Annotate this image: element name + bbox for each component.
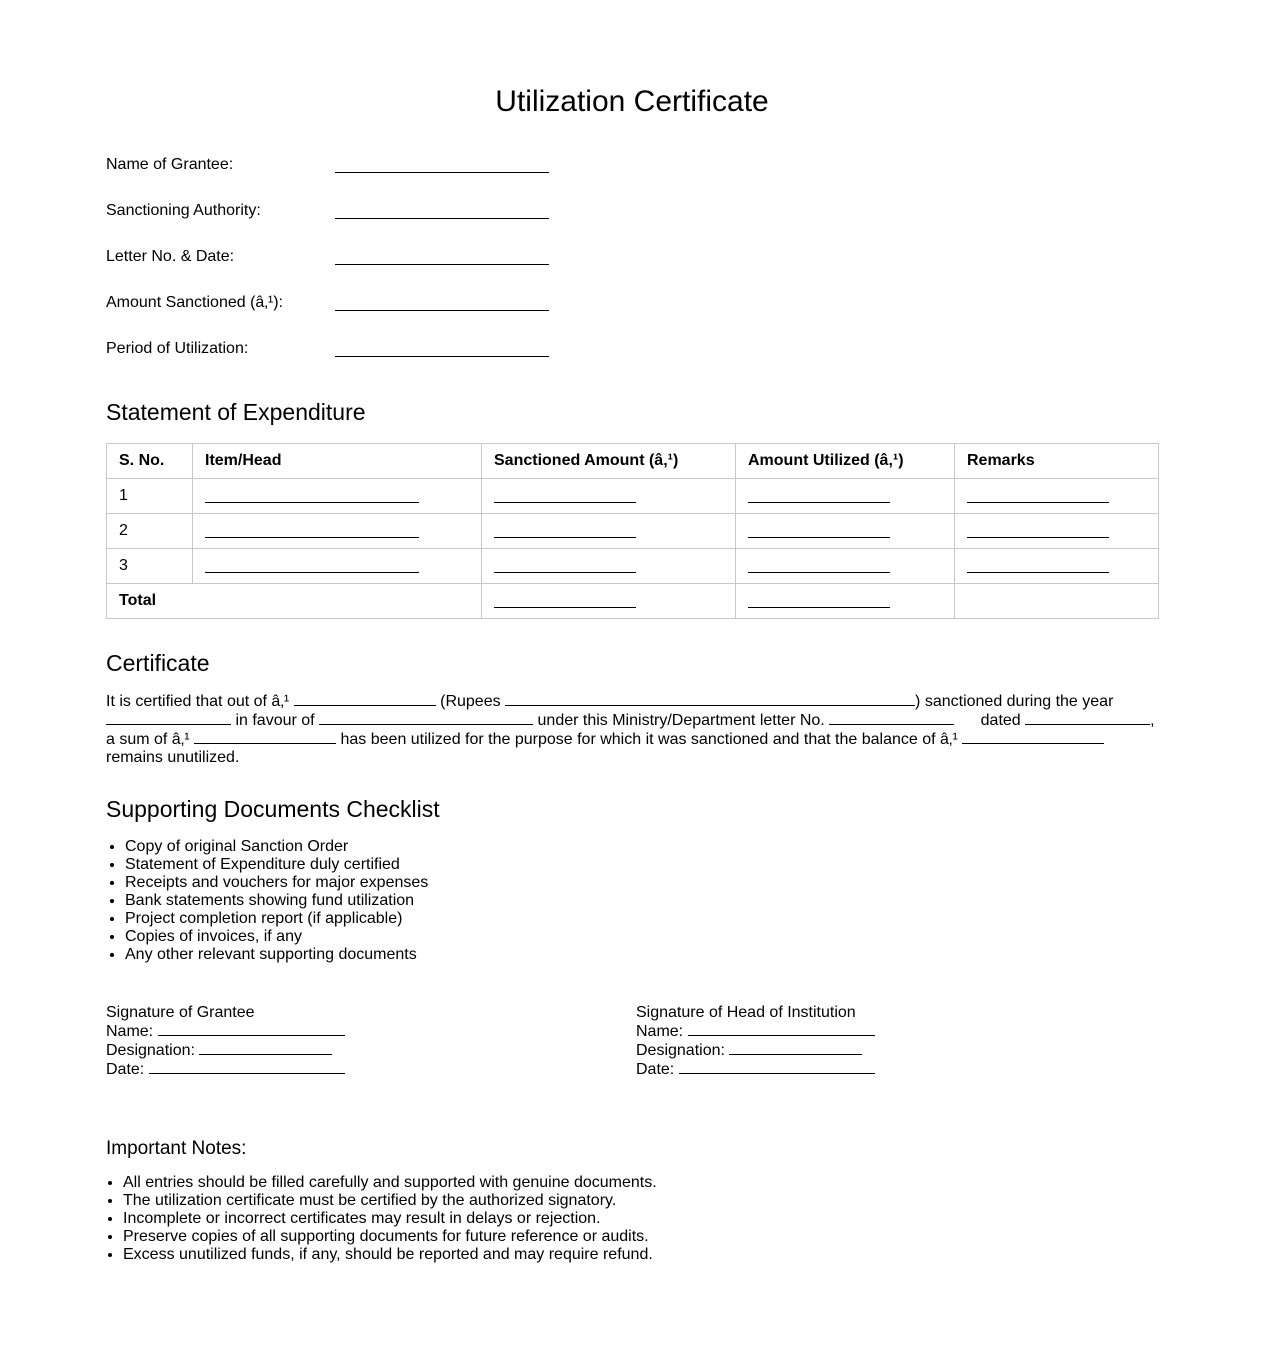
utilized-input-line[interactable] [748, 562, 890, 573]
expenditure-heading: Statement of Expenditure [106, 399, 366, 425]
sanctioned-input-line[interactable] [494, 492, 636, 503]
balance-blank[interactable] [962, 730, 1104, 744]
list-item: • Receipts and vouchers for major expenses [125, 874, 428, 892]
grantee-name-blank[interactable] [158, 1022, 345, 1036]
list-item: • Project completion report (if applicable) [125, 910, 428, 928]
item-input-line[interactable] [205, 562, 419, 573]
list-item: • Statement of Expenditure duly certified [125, 856, 428, 874]
year-blank[interactable] [106, 711, 231, 725]
sanctioned-cell [482, 549, 736, 584]
utilized-cell [736, 549, 955, 584]
table-header-row [107, 444, 1159, 479]
date-label: Date: [106, 1061, 145, 1078]
letter-no-date-input-line[interactable] [335, 264, 549, 265]
field-label: Amount Sanctioned (â‚¹): [106, 294, 283, 311]
certificate-text: remains unutilized. [106, 749, 240, 766]
period-of-utilization-input-line[interactable] [335, 356, 549, 357]
table-row [107, 479, 1159, 514]
certificate-text: , [1150, 712, 1155, 729]
field-label: Name of Grantee: [106, 156, 234, 173]
utilized-sum-blank[interactable] [194, 730, 336, 744]
utilized-cell [736, 479, 955, 514]
table-row [107, 549, 1159, 584]
sanctioned-input-line[interactable] [494, 562, 636, 573]
item-cell [193, 479, 482, 514]
utilized-input-line[interactable] [748, 492, 890, 503]
certificate-text: a sum of â‚¹ [106, 731, 190, 748]
rupees-in-words-blank[interactable] [505, 692, 915, 706]
field-label: Letter No. & Date: [106, 248, 235, 265]
head-designation-blank[interactable] [729, 1041, 862, 1055]
remarks-input-line[interactable] [967, 527, 1109, 538]
grantee-designation-blank[interactable] [199, 1041, 332, 1055]
list-item: • Any other relevant supporting documents [125, 946, 428, 964]
certificate-text: (Rupees [440, 693, 501, 710]
list-item: • Bank statements showing fund utilization [125, 892, 428, 910]
item-cell [193, 514, 482, 549]
sanctioned-input-line[interactable] [494, 527, 636, 538]
remarks-input-line[interactable] [967, 562, 1109, 573]
dated-blank[interactable] [1025, 711, 1150, 725]
certificate-text: in favour of [235, 712, 315, 729]
row-number: 3 [107, 549, 193, 584]
head-date-blank[interactable] [679, 1060, 875, 1074]
field-label: Period of Utilization: [106, 340, 249, 357]
column-header-utilized: Amount Utilized (â‚¹) [736, 444, 955, 479]
sanctioning-authority-input-line[interactable] [335, 218, 549, 219]
name-label: Name: [106, 1023, 154, 1040]
row-number: 2 [107, 514, 193, 549]
list-item: • Incomplete or incorrect certificates may result in delays or rejection. [123, 1210, 657, 1228]
sanctioned-cell [482, 479, 736, 514]
amount-blank[interactable] [294, 692, 436, 706]
name-label: Name: [636, 1023, 684, 1040]
list-item: • All entries should be filled carefully and supported with genuine documents. [123, 1174, 657, 1192]
certificate-text: dated [980, 712, 1021, 729]
date-label: Date: [636, 1061, 675, 1078]
utilized-cell [736, 514, 955, 549]
table-row [107, 514, 1159, 549]
utilized-input-line[interactable] [748, 527, 890, 538]
total-label: Total [107, 584, 482, 619]
column-header-item: Item/Head [193, 444, 482, 479]
remarks-input-line[interactable] [967, 492, 1109, 503]
expenditure-table [106, 443, 1159, 619]
designation-label: Designation: [106, 1042, 195, 1059]
field-label: Sanctioning Authority: [106, 202, 261, 219]
designation-label: Designation: [636, 1042, 725, 1059]
total-row [107, 584, 1159, 619]
column-header-remarks: Remarks [955, 444, 1159, 479]
page-title: Utilization Certificate [495, 85, 769, 118]
grantee-signature-block [106, 1004, 345, 1079]
head-name-blank[interactable] [688, 1022, 875, 1036]
certificate-text: It is certified that out of â‚¹ [106, 693, 290, 710]
certificate-text: under this Ministry/Department letter No. [537, 712, 825, 729]
checklist-heading: Supporting Documents Checklist [106, 796, 440, 822]
certificate-paragraph [106, 692, 1158, 767]
signature-title: Signature of Head of Institution [636, 1004, 856, 1021]
grantee-date-blank[interactable] [149, 1060, 345, 1074]
grantee-name-input-line[interactable] [335, 172, 549, 173]
amount-sanctioned-input-line[interactable] [335, 310, 549, 311]
list-item: • Excess unutilized funds, if any, should be reported and may require refund. [123, 1246, 657, 1264]
list-item: • The utilization certificate must be certified by the authorized signatory. [123, 1192, 657, 1210]
certificate-text: has been utilized for the purpose for which it was sanctioned and that the balance of â‚¹ [340, 731, 958, 748]
head-signature-block [636, 1004, 875, 1079]
remarks-cell [955, 479, 1159, 514]
item-input-line[interactable] [205, 527, 419, 538]
remarks-cell [955, 514, 1159, 549]
list-item: • Preserve copies of all supporting documents for future reference or audits. [123, 1228, 657, 1246]
column-header-sanctioned: Sanctioned Amount (â‚¹) [482, 444, 736, 479]
column-header-sno: S. No. [107, 444, 193, 479]
total-remarks-cell [955, 584, 1159, 619]
list-item: • Copy of original Sanction Order [125, 838, 428, 856]
total-sanctioned-input-line[interactable] [494, 597, 636, 608]
letter-no-blank[interactable] [829, 711, 954, 725]
item-cell [193, 549, 482, 584]
certificate-text: ) sanctioned during the year [915, 693, 1114, 710]
total-utilized-input-line[interactable] [748, 597, 890, 608]
notes-list [106, 1174, 657, 1264]
total-utilized-cell [736, 584, 955, 619]
total-sanctioned-cell [482, 584, 736, 619]
row-number: 1 [107, 479, 193, 514]
sanctioned-cell [482, 514, 736, 549]
item-input-line[interactable] [205, 492, 419, 503]
notes-heading: Important Notes: [106, 1138, 247, 1159]
remarks-cell [955, 549, 1159, 584]
checklist [106, 838, 428, 964]
certificate-heading: Certificate [106, 650, 210, 676]
list-item: • Copies of invoices, if any [125, 928, 428, 946]
favour-of-blank[interactable] [319, 711, 533, 725]
signature-title: Signature of Grantee [106, 1004, 255, 1021]
